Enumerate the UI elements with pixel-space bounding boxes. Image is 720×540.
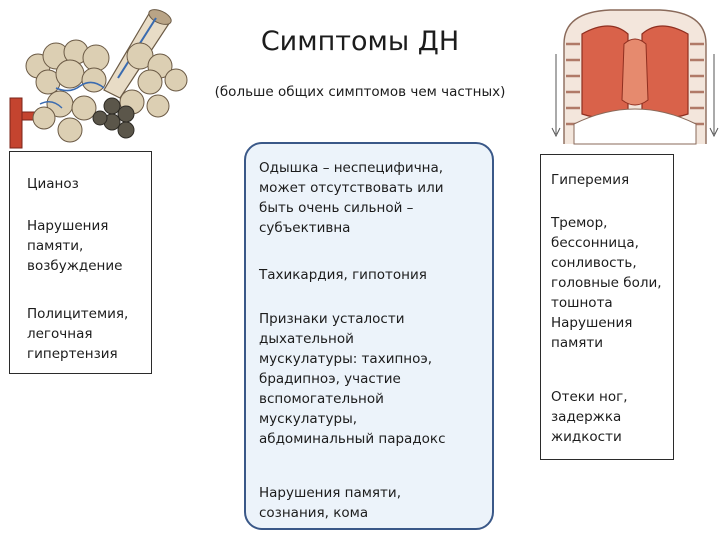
symptom-cyanosis: Цианоз (27, 176, 79, 192)
alveoli-illustration (0, 8, 200, 150)
symptom-neurologic: Тремор, бессонница, сонливость, головные боли, тошнота Нарушения памяти (551, 215, 662, 351)
symptom-polycythemia: Полицитемия, легочная гипертензия (27, 306, 129, 362)
symptom-hyperemia: Гиперемия (551, 172, 630, 188)
symptom-consciousness: Нарушения памяти, сознания, кома (259, 485, 401, 521)
symptom-respiratory-fatigue: Признаки усталости дыхательной мускулатуры: тахипноэ, брадипноэ, участие вспомогательной мускулатуры, абдоминальный парадокс (259, 311, 446, 447)
symptom-edema: Отеки ног, задержка жидкости (551, 389, 628, 445)
symptom-dyspnea: Одышка – неспецифична, может отсутствовать или быть очень сильной – субъективна (259, 160, 444, 236)
center-symptoms-panel (244, 142, 494, 530)
page-subtitle: (больше общих симптомов чем частных) (214, 84, 506, 100)
right-symptoms-panel (540, 154, 674, 460)
symptom-tachycardia: Тахикардия, гипотония (259, 267, 427, 283)
left-symptoms-panel (9, 151, 152, 374)
symptom-memory-agitation: Нарушения памяти, возбуждение (27, 218, 123, 274)
page-title: Симптомы ДН (260, 26, 460, 57)
lungs-chest-illustration (550, 4, 720, 146)
